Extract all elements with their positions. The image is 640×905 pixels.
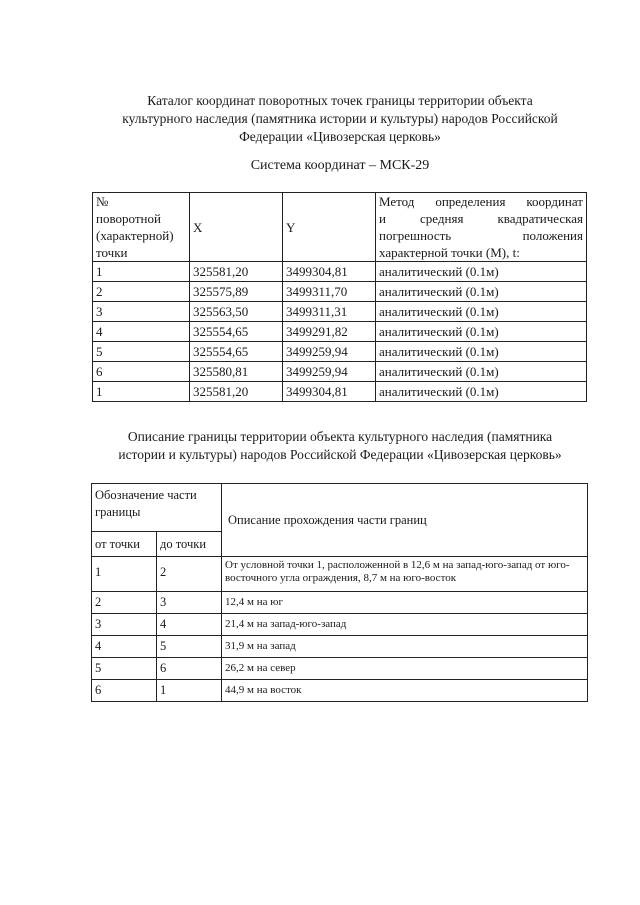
table-row xyxy=(92,636,588,658)
cell-description: 21,4 м на запад-юго-запад xyxy=(222,614,588,636)
table-row xyxy=(92,658,588,680)
cell-y: 3499259,94 xyxy=(283,342,376,362)
cell-point: 3 xyxy=(93,302,190,322)
cell-from: 3 xyxy=(92,614,157,636)
cell-x: 325581,20 xyxy=(190,382,283,402)
cell-y: 3499259,94 xyxy=(283,362,376,382)
coordinates-table xyxy=(92,192,587,402)
boundary-table xyxy=(91,483,588,702)
cell-description: 12,4 м на юг xyxy=(222,592,588,614)
header-text: (характерной) xyxy=(96,228,174,243)
cell-method: аналитический (0.1м) xyxy=(376,342,587,362)
cell-to: 1 xyxy=(157,680,222,702)
header-text: поворотной xyxy=(96,211,161,226)
header-text: погрешность положения xyxy=(379,228,583,243)
cell-point: 4 xyxy=(93,322,190,342)
cell-to: 5 xyxy=(157,636,222,658)
description-title xyxy=(95,428,585,464)
table-row xyxy=(93,282,587,302)
header-method xyxy=(376,193,587,262)
cell-method: аналитический (0.1м) xyxy=(376,302,587,322)
table-row xyxy=(93,362,587,382)
cell-point: 1 xyxy=(93,262,190,282)
header-point-number xyxy=(93,193,190,262)
cell-x: 325563,50 xyxy=(190,302,283,322)
header-text: точки xyxy=(96,245,128,260)
header-designation: Обозначение части границы xyxy=(92,484,222,532)
header-text: характерной точки (М), t: xyxy=(379,245,520,260)
table-row xyxy=(93,322,587,342)
cell-x: 325554,65 xyxy=(190,322,283,342)
cell-point: 5 xyxy=(93,342,190,362)
cell-y: 3499291,82 xyxy=(283,322,376,342)
cell-to: 4 xyxy=(157,614,222,636)
cell-from: 2 xyxy=(92,592,157,614)
cell-x: 325575,89 xyxy=(190,282,283,302)
cell-description: 31,9 м на запад xyxy=(222,636,588,658)
coordinate-system: Система координат – МСК-29 xyxy=(250,158,430,173)
cell-y: 3499311,31 xyxy=(283,302,376,322)
title-line: Каталог координат поворотных точек границы территории объекта xyxy=(147,93,533,108)
header-text: Метод определения координат xyxy=(379,194,583,209)
cell-from: 5 xyxy=(92,658,157,680)
header-description: Описание прохождения части границ xyxy=(222,484,588,557)
cell-point: 6 xyxy=(93,362,190,382)
cell-method: аналитический (0.1м) xyxy=(376,262,587,282)
document-title xyxy=(90,92,590,146)
table-row xyxy=(92,614,588,636)
cell-point: 1 xyxy=(93,382,190,402)
cell-y: 3499304,81 xyxy=(283,382,376,402)
table-row xyxy=(92,557,588,592)
table-row xyxy=(93,262,587,282)
cell-point: 2 xyxy=(93,282,190,302)
cell-method: аналитический (0.1м) xyxy=(376,362,587,382)
coordinates-header-row xyxy=(93,193,587,262)
table-row xyxy=(92,592,588,614)
header-to: до точки xyxy=(157,532,222,557)
cell-from: 1 xyxy=(92,557,157,592)
cell-description: 26,2 м на север xyxy=(222,658,588,680)
cell-y: 3499311,70 xyxy=(283,282,376,302)
header-from: от точки xyxy=(92,532,157,557)
table-row xyxy=(93,302,587,322)
cell-to: 2 xyxy=(157,557,222,592)
subtitle-line: истории и культуры) народов Российской Федерации «Цивозерская церковь» xyxy=(118,447,562,462)
cell-x: 325581,20 xyxy=(190,262,283,282)
cell-to: 6 xyxy=(157,658,222,680)
cell-from: 4 xyxy=(92,636,157,658)
subtitle-line: Описание границы территории объекта культурного наследия (памятника xyxy=(127,429,553,444)
cell-x: 325580,81 xyxy=(190,362,283,382)
title-line: Федерации «Цивозерская церковь» xyxy=(239,129,441,144)
cell-from: 6 xyxy=(92,680,157,702)
boundary-header-row xyxy=(92,484,588,532)
header-text: и средняя квадратическая xyxy=(379,211,583,226)
cell-y: 3499304,81 xyxy=(283,262,376,282)
cell-to: 3 xyxy=(157,592,222,614)
cell-x: 325554,65 xyxy=(190,342,283,362)
cell-description: 44,9 м на восток xyxy=(222,680,588,702)
table-row xyxy=(93,382,587,402)
table-row xyxy=(93,342,587,362)
header-y: Y xyxy=(283,193,376,262)
header-x: X xyxy=(190,193,283,262)
cell-description: От условной точки 1, расположенной в 12,6 м на запад-юго-запад от юго-восточного угла ограждения, 8,7 м на юго-восток xyxy=(222,557,588,592)
cell-method: аналитический (0.1м) xyxy=(376,322,587,342)
header-text: № xyxy=(96,194,109,209)
cell-method: аналитический (0.1м) xyxy=(376,382,587,402)
cell-method: аналитический (0.1м) xyxy=(376,282,587,302)
title-line: культурного наследия (памятника истории и культуры) народов Российской xyxy=(122,111,558,126)
table-row xyxy=(92,680,588,702)
